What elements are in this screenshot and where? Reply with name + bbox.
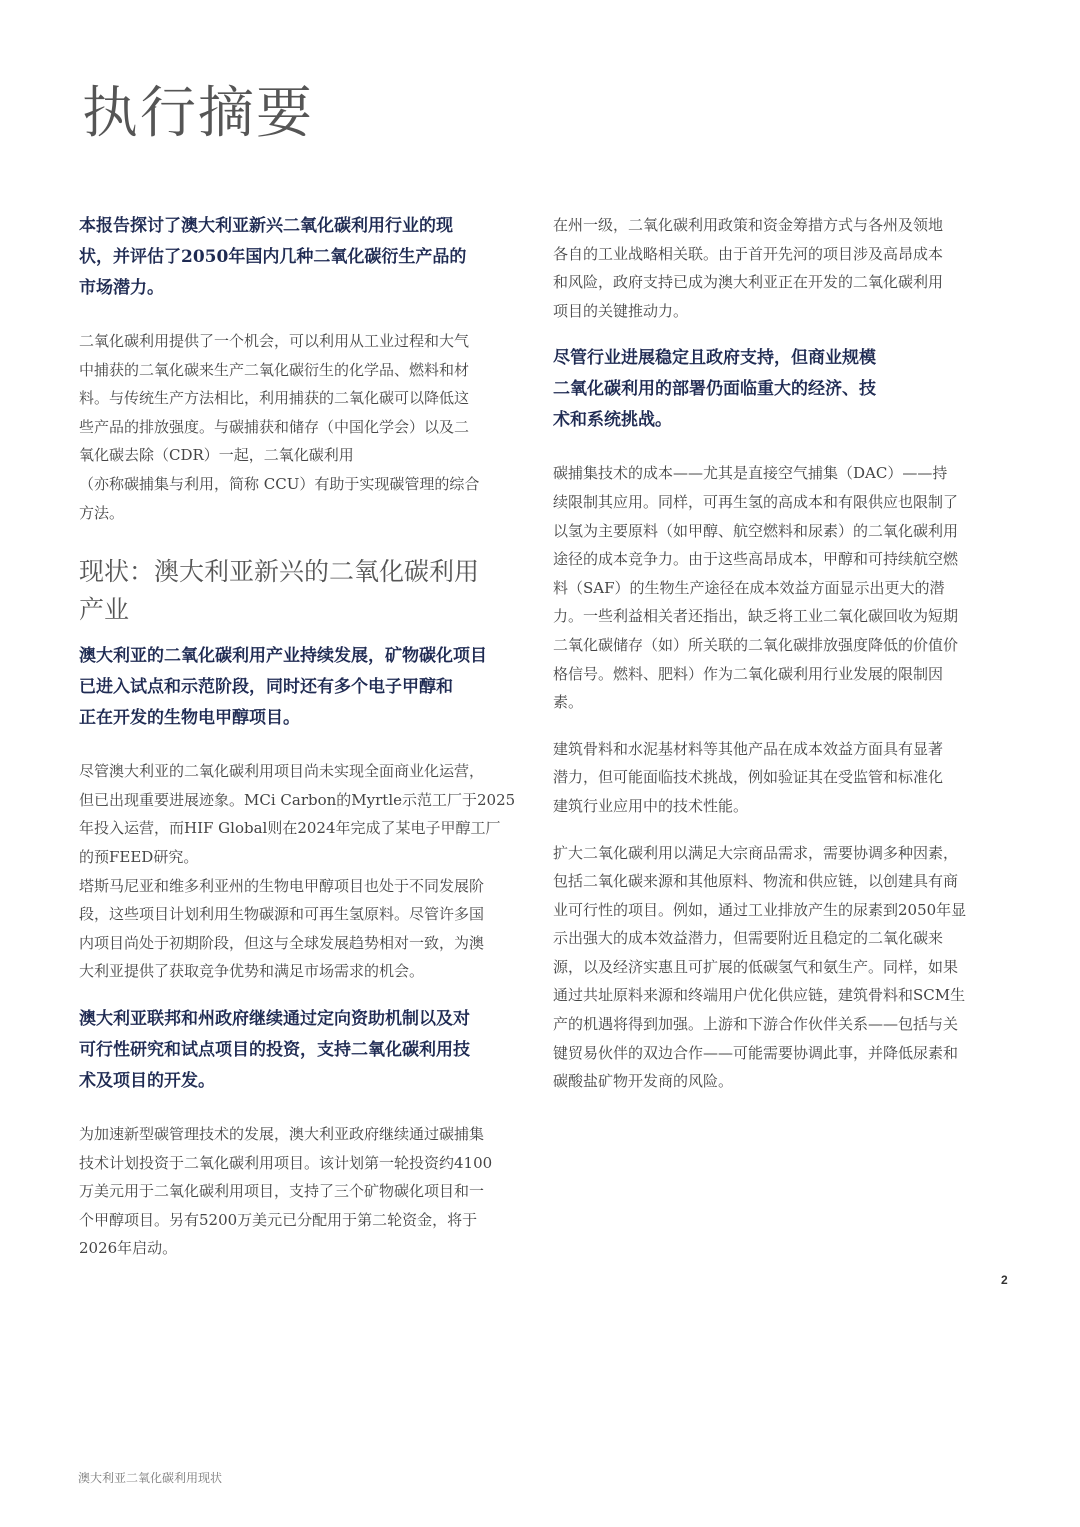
text-line: 术和系统挑战。 xyxy=(553,410,672,431)
text-line: 中捕获的二氧化碳来生产二氧化碳衍生的化学品、燃料和材 xyxy=(79,360,470,379)
progress-paragraph xyxy=(79,757,524,871)
text-line: 键贸易伙伴的双边合作——可能需要协调此事，并降低尿素和 xyxy=(553,1043,959,1062)
text-line: 包括二氧化碳来源和其他原料、物流和供应链，以创建具有商 xyxy=(553,872,959,891)
page-number: 2 xyxy=(1001,1273,1008,1287)
text-line: 段，这些项目计划利用生物碳源和可再生氢原料。尽管许多国 xyxy=(79,905,485,924)
text-line: 本报告探讨了澳大利亚新兴二氧化碳利用行业的现 xyxy=(79,216,453,236)
text-line: 个甲醇项目。另有5200万美元已分配用于第二轮资金，将于 xyxy=(79,1210,478,1229)
text-line: 以氢为主要原料（如甲醇、航空燃料和尿素）的二氧化碳利用 xyxy=(553,521,959,540)
left-column xyxy=(79,211,524,1263)
text-line: 氧化碳去除（CDR）一起，二氧化碳利用 xyxy=(79,446,354,465)
lead-industry-progress xyxy=(79,641,524,734)
text-line: 素。 xyxy=(553,693,584,712)
lead-summary xyxy=(79,211,524,304)
text-line: 潜力，但可能面临技术挑战，例如验证其在受监管和标准化 xyxy=(553,768,944,787)
text-line: 料。与传统生产方法相比，利用捕获的二氧化碳可以降低这 xyxy=(79,389,470,408)
right-column xyxy=(553,211,998,1096)
lead-government-funding xyxy=(79,1004,524,1097)
text-line: 项目的关键推动力。 xyxy=(553,301,689,320)
text-line: 尽管澳大利亚的二氧化碳利用项目尚未实现全面商业化运营， xyxy=(79,762,485,781)
text-line: 建筑行业应用中的技术性能。 xyxy=(553,796,749,815)
text-line: 方法。 xyxy=(79,503,125,522)
cost-paragraph xyxy=(553,459,998,716)
funding-paragraph xyxy=(79,1120,524,1263)
text-line: 料（SAF）的生物生产途径在成本效益方面显示出更大的潜 xyxy=(553,578,945,597)
text-line: 通过共址原料来源和终端用户优化供应链，建筑骨料和SCM生 xyxy=(553,986,966,1005)
text-line: 二氧化碳利用提供了一个机会，可以利用从工业过程和大气 xyxy=(79,332,470,350)
text-line: 源，以及经济实惠且可扩展的低碳氢气和氨生产。同样，如果 xyxy=(553,957,959,976)
footer-report-title: 澳大利亚二氧化碳利用现状 xyxy=(78,1471,223,1485)
text-line: 力。一些利益相关者还指出，缺乏将工业二氧化碳回收为短期 xyxy=(553,607,959,626)
text-line: 澳大利亚的二氧化碳利用产业持续发展，矿物碳化项目 xyxy=(79,646,487,667)
text-line: 大利亚提供了获取竞争优势和满足市场需求的机会。 xyxy=(79,962,425,981)
text-line: 现状：澳大利亚新兴的二氧化碳利用 xyxy=(79,557,480,587)
text-line: 状，并评估了2050年国内几种二氧化碳衍生产品的 xyxy=(79,247,467,267)
text-line: 产的机遇将得到加强。上游和下游合作伙伴关系——包括与关 xyxy=(553,1015,959,1034)
text-line: 些产品的排放强度。与碳捕获和储存（中国化学会）以及二 xyxy=(79,417,470,436)
text-line: 内项目尚处于初期阶段，但这与全球发展趋势相对一致，为澳 xyxy=(79,933,485,952)
text-line: 续限制其应用。同样，可再生氢的高成本和有限供应也限制了 xyxy=(553,492,959,511)
text-line: 碳捕集技术的成本——尤其是直接空气捕集（DAC）——持 xyxy=(553,464,948,483)
text-line: 技术计划投资于二氧化碳利用项目。该计划第一轮投资约4100 xyxy=(79,1153,493,1172)
text-line: 塔斯马尼亚和维多利亚州的生物电甲醇项目也处于不同发展阶 xyxy=(79,876,485,895)
text-line: 2026年启动。 xyxy=(79,1239,178,1258)
text-line: 示出强大的成本效益潜力，但需要附近且稳定的二氧化碳来 xyxy=(553,929,944,948)
text-line: （亦称碳捕集与利用，简称 CCU）有助于实现碳管理的综合 xyxy=(79,474,480,493)
text-line: 但已出现重要进展迹象。MCi Carbon的Myrtle示范工厂于2025 xyxy=(79,790,516,809)
text-line: 市场潜力。 xyxy=(79,278,164,298)
text-line: 格信号。燃料、肥料）作为二氧化碳利用行业发展的限制因 xyxy=(553,664,944,683)
lead-challenges xyxy=(553,343,998,436)
text-line: 扩大二氧化碳利用以满足大宗商品需求，需要协调多种因素， xyxy=(553,843,959,862)
bio-methanol-paragraph xyxy=(79,872,524,986)
scale-up-paragraph xyxy=(553,839,998,1096)
text-line: 二氧化碳储存（如）所关联的二氧化碳排放强度降低的价值价 xyxy=(553,635,959,654)
intro-paragraph xyxy=(79,327,524,527)
text-line: 建筑骨料和水泥基材料等其他产品在成本效益方面具有显著 xyxy=(553,739,944,758)
text-line: 途径的成本竞争力。由于这些高昂成本，甲醇和可持续航空燃 xyxy=(553,550,959,569)
text-line: 尽管行业进展稳定且政府支持，但商业规模 xyxy=(553,348,876,369)
text-line: 已进入试点和示范阶段，同时还有多个电子甲醇和 xyxy=(79,677,453,698)
text-line: 术及项目的开发。 xyxy=(79,1070,215,1091)
text-line: 为加速新型碳管理技术的发展，澳大利亚政府继续通过碳捕集 xyxy=(79,1124,485,1143)
text-line: 产业 xyxy=(79,595,130,625)
text-line: 在州一级，二氧化碳利用政策和资金筹措方式与各州及领地 xyxy=(553,216,944,234)
text-line: 和风险，政府支持已成为澳大利亚正在开发的二氧化碳利用 xyxy=(553,273,944,292)
page-title: 执行摘要 xyxy=(82,81,314,146)
text-line: 的预FEED研究。 xyxy=(79,847,199,866)
text-line: 二氧化碳利用的部署仍面临重大的经济、技 xyxy=(553,379,876,400)
text-line: 正在开发的生物电甲醇项目。 xyxy=(79,708,300,729)
text-line: 可行性研究和试点项目的投资，支持二氧化碳利用技 xyxy=(79,1039,470,1060)
text-line: 各自的工业战略相关联。由于首开先河的项目涉及高昂成本 xyxy=(553,244,944,263)
text-line: 万美元用于二氧化碳利用项目，支持了三个矿物碳化项目和一 xyxy=(79,1182,485,1201)
state-policy-paragraph xyxy=(553,211,998,325)
building-materials-paragraph xyxy=(553,735,998,821)
text-line: 年投入运营，而HIF Global则在2024年完成了某电子甲醇工厂 xyxy=(79,819,501,838)
section-heading-status xyxy=(79,553,524,629)
text-line: 澳大利亚联邦和州政府继续通过定向资助机制以及对 xyxy=(79,1008,470,1029)
text-line: 碳酸盐矿物开发商的风险。 xyxy=(553,1072,734,1091)
text-line: 业可行性的项目。例如，通过工业排放产生的尿素到2050年显 xyxy=(553,900,967,919)
